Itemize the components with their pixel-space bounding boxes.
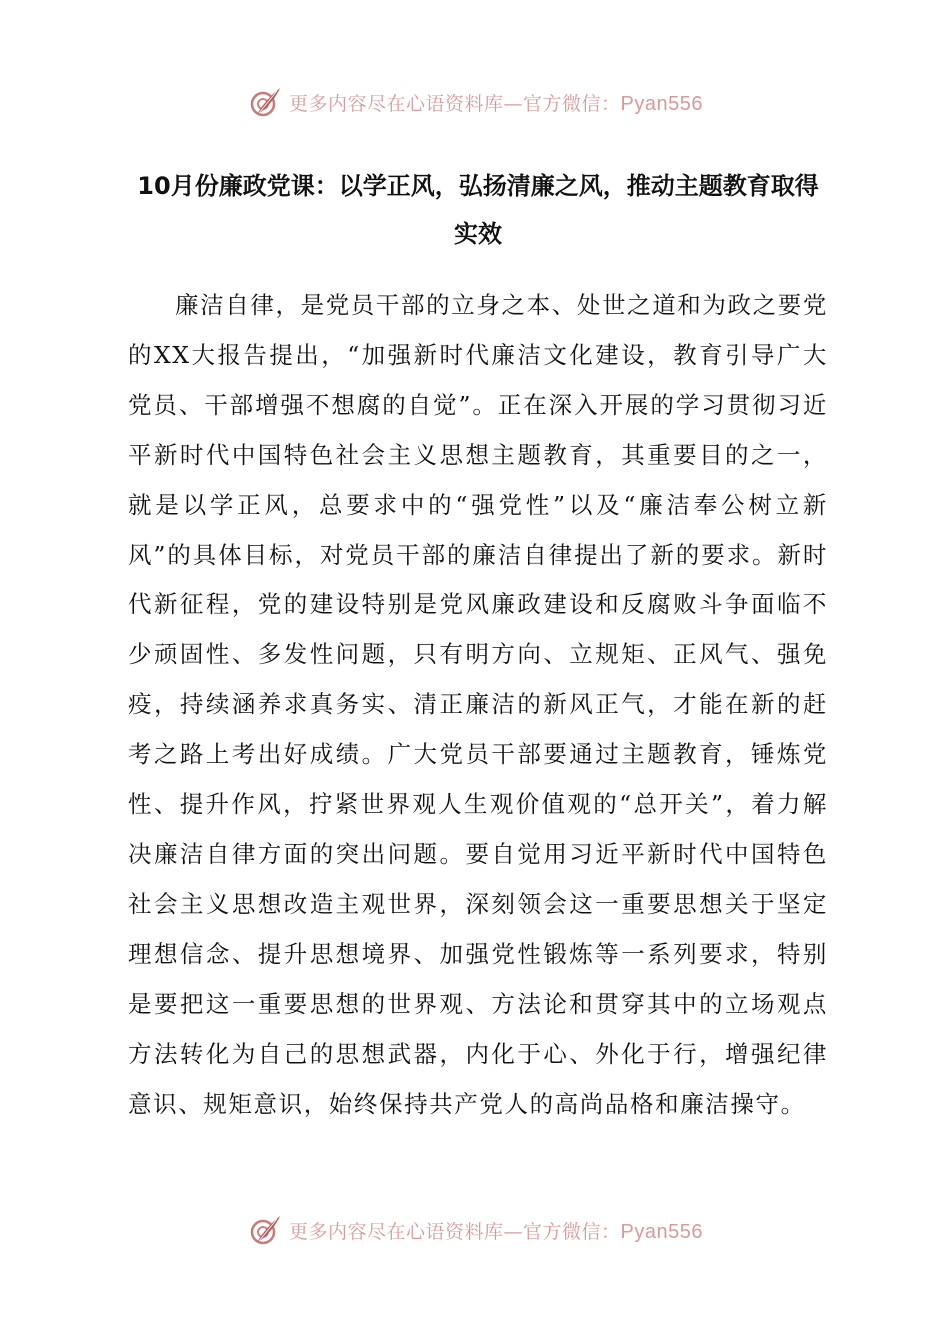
quill-logo-icon bbox=[247, 84, 283, 120]
watermark-wechat-id: Pyan556 bbox=[620, 1220, 703, 1243]
watermark-text: 更多内容尽在心语资料库—官方微信：Pyan556 bbox=[289, 92, 703, 115]
quill-logo-icon bbox=[247, 1212, 283, 1248]
watermark-wechat-id: Pyan556 bbox=[620, 92, 703, 115]
header-watermark bbox=[0, 82, 950, 122]
footer-watermark bbox=[0, 1210, 950, 1250]
document-title: 10月份廉政党课：以学正风，弘扬清廉之风，推动主题教育取得实效 bbox=[137, 172, 819, 248]
watermark-text: 更多内容尽在心语资料库—官方微信：Pyan556 bbox=[289, 1220, 703, 1243]
body-paragraph: 廉洁自律，是党员干部的立身之本、处世之道和为政之要党的XX大报告提出，“加强新时代廉洁文化建设，教育引导广大党员、干部增强不想腐的自觉”。正在深入开展的学习贯彻习近平新时代中国特色社会主义思想主题教育，其重要目的之一，就是以学正风，总要求中的“强党性”以及“廉洁奉公树立新风”的具体目标，对党员干部的廉洁自律提出了新的要求。新时代新征程，党的建设特别是党风廉政建设和反腐败斗争面临不少顽固性、多发性问题，只有明方向、立规矩、正风气、强免疫，持续涵养求真务实、清正廉洁的新风正气，才能在新的赶考之路上考出好成绩。广大党员干部要通过主题教育，锤炼党性、提升作风，拧紧世界观人生观价值观的“总开关”，着力解决廉洁自律方面的突出问题。要自觉用习近平新时代中国特色社会主义思想改造主观世界，深刻领会这一重要思想关于坚定理想信念、提升思想境界、加强党性锻炼等一系列要求，特别是要把这一重要思想的世界观、方法论和贯穿其中的立场观点方法转化为自己的思想武器，内化于心、外化于行，增强纪律意识、规矩意识，始终保持共产党人的高尚品格和廉洁操守。 bbox=[128, 291, 828, 1118]
